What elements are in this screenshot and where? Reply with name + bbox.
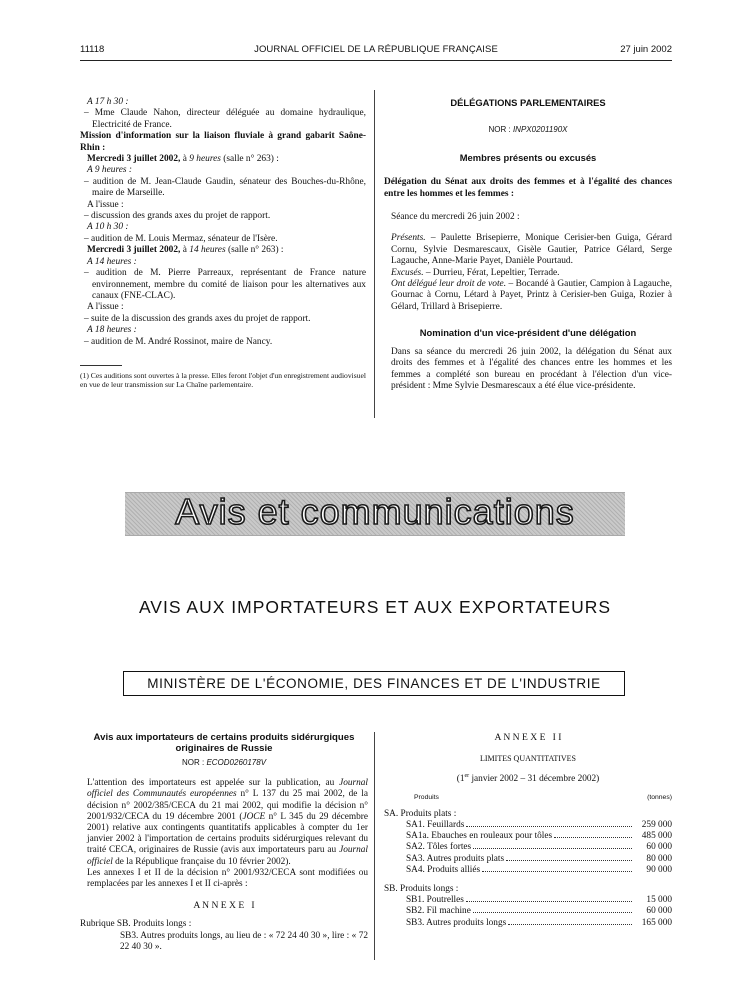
ministry-title: MINISTÈRE DE L'ÉCONOMIE, DES FINANCES ET DE L'INDUSTRIE	[123, 671, 625, 696]
product-name: SA1. Feuillards	[406, 820, 465, 831]
product-group-label: SA. Produits plats :	[384, 808, 457, 819]
header-rule	[80, 60, 672, 61]
excuses-list: Excusés. – Durrieu, Férat, Lepeltier, Terrade.	[391, 267, 560, 278]
time-label: A 14 heures :	[87, 256, 137, 267]
nor-reference: NOR : INPX0201190X	[488, 125, 568, 135]
journal-title: JOURNAL OFFICIEL DE LA RÉPUBLIQUE FRANÇAISE	[254, 44, 498, 55]
right-column-top	[384, 97, 672, 392]
delegation-title: Délégation du Sénat aux droits des femmes et à l'égalité des chances entre les hommes et les femmes :	[384, 177, 672, 199]
leader-dots	[482, 871, 632, 872]
sb3-amendment: SB3. Autres produits longs, au lieu de : « 72 24 40 30 », lire : « 72 22 40 30 ».	[120, 930, 368, 952]
page-header	[80, 44, 672, 60]
left-column-top	[80, 97, 366, 348]
agenda-item: – audition de M. Jean-Claude Gaudin, sénateur des Bouches-du-Rhône, maire de Marseille.	[84, 176, 366, 199]
agenda-item: – audition de M. Pierre Parreaux, représentant de France nature environnement, membre du comité de liaison pour les alternatives aux canaux (FNE-CLAC).	[84, 268, 366, 301]
annexe-title: A N N E X E I I	[494, 732, 562, 743]
limits-period: (1er janvier 2002 – 31 décembre 2002)	[456, 773, 600, 785]
product-name: SA1a. Ebauches en rouleaux pour tôles	[406, 831, 553, 842]
session-date: Mercredi 3 juillet 2002, à 9 heures (salle n° 263) :	[87, 154, 279, 165]
product-name: SB1. Poutrelles	[406, 895, 464, 906]
nomination-title: Nomination d'un vice-président d'une délégation	[419, 327, 637, 339]
nor-reference: NOR : ECOD0260178V	[181, 758, 267, 767]
limits-title: LIMITES QUANTITATIVES	[479, 754, 576, 764]
mission-title: Mission d'information sur la liaison fluviale à grand gabarit Saône-Rhin :	[80, 131, 366, 153]
notice-title: Avis aux importateurs de certains produits sidérurgiques originaires de Russie	[93, 732, 355, 754]
leader-dots	[466, 901, 632, 902]
table-row	[384, 820, 672, 831]
time-label: A 17 h 30 :	[87, 97, 129, 107]
footnote: (1) Ces auditions sont ouvertes à la presse. Elles feront l'objet d'un enregistrement audiovisuel en vue de leur transmission sur La Chaîne parlementaire.	[80, 371, 366, 390]
avis-title: AVIS AUX IMPORTATEURS ET AUX EXPORTATEURS	[138, 597, 612, 617]
table-row	[384, 865, 672, 876]
notice-paragraph: Les annexes I et II de la décision n° 2001/932/CECA sont modifiées ou remplacées par les annexes I et II ci-après :	[87, 867, 368, 890]
nomination-text: Dans sa séance du mercredi 26 juin 2002, la délégation du Sénat aux droits des femmes et à l'égalité des chances entre les hommes et les femmes a complété son bureau en procédant à l'élection d'un vice-président : Mme Sylvie Desmarescaux a été élue vice-présidente.	[391, 346, 672, 391]
agenda-item: – suite de la discussion des grands axes du projet de rapport.	[84, 313, 311, 324]
notice-paragraph: L'attention des importateurs est appelée sur la publication, au Journal officiel des Communautés européennes n° L 137 du 25 mai 2002, de la décision n° 2002/385/CECA du 21 mai 2002, qui modifie la décision n° 2001/932/CECA du 19 décembre 2001 (JOCE n° L 345 du 29 décembre 2001) relative aux contingents quantitatifs applicables à compter du 1er janvier 2002 à l'importation de certains produits sidérurgiques relevant du traité CECA, originaires de Russie (avis aux importateurs paru au Journal officiel de la République française du 10 février 2002).	[87, 778, 368, 867]
quota-value: 485 000	[641, 831, 672, 842]
rubrique-label: Rubrique SB. Produits longs :	[80, 919, 192, 930]
quota-value: 90 000	[646, 864, 672, 875]
agenda-item: – audition de M. André Rossinot, maire de Nancy.	[84, 336, 273, 347]
leader-dots	[508, 924, 632, 925]
leader-dots	[473, 912, 632, 913]
product-name: SA3. Autres produits plats	[406, 853, 505, 864]
column-divider	[374, 90, 375, 418]
product-name: SA4. Produits alliés	[406, 864, 481, 875]
session-date: Mercredi 3 juillet 2002, à 14 heures (salle n° 263) :	[87, 245, 284, 256]
table-row	[384, 831, 672, 842]
leader-dots	[473, 848, 632, 849]
product-name: SA2. Tôles fortes	[406, 842, 472, 853]
page-number: 11118	[80, 44, 105, 55]
table-header	[384, 792, 672, 803]
table-row	[384, 895, 672, 906]
annexe-title: A N N E X E I	[193, 900, 255, 912]
column-divider	[374, 732, 375, 960]
members-title: Membres présents ou excusés	[459, 151, 597, 163]
time-label: A 18 heures :	[87, 325, 137, 336]
banner-title: Avis et communications	[175, 491, 575, 532]
col-products: Produits	[414, 793, 439, 801]
product-name: SB2. Fil machine	[406, 906, 471, 917]
section-title: DÉLÉGATIONS PARLEMENTAIRES	[450, 97, 606, 108]
table-row	[384, 854, 672, 865]
right-column-bottom	[384, 732, 672, 929]
quota-value: 60 000	[646, 906, 672, 917]
product-group-label: SB. Produits longs :	[384, 884, 459, 895]
quota-value: 15 000	[646, 895, 672, 906]
agenda-item: – audition de M. Louis Mermaz, sénateur de l'Isère.	[84, 233, 278, 244]
time-label: A 9 heures :	[87, 165, 133, 176]
table-row	[384, 918, 672, 929]
leader-dots	[554, 837, 632, 838]
left-column-bottom	[80, 732, 368, 953]
quota-value: 80 000	[646, 853, 672, 864]
table-row	[384, 842, 672, 853]
presents-list: Présents. – Paulette Brisepierre, Monique Cerisier-ben Guiga, Gérard Cornu, Sylvie Desmarescaux, Gisèle Gautier, Patrice Gélard, Serge Lagauche, Anne-Marie Payet, Danièle Pourtaud.	[391, 233, 672, 267]
agenda-item: – discussion des grands axes du projet de rapport.	[84, 211, 271, 222]
col-unit: (tonnes)	[647, 793, 672, 801]
leader-dots	[506, 860, 632, 861]
quota-table	[384, 809, 672, 929]
quota-value: 259 000	[641, 820, 672, 831]
agenda-item: – Mme Claude Nahon, directeur déléguée au domaine hydraulique, Electricité de France.	[84, 108, 366, 130]
vote-delegations: Ont délégué leur droit de vote. – Bocandé à Gautier, Campion à Lagauche, Gournac à Cornu, Létard à Payet, Printz à Cerisier-ben Guiga, Rozier à Gélard, Trillard à Brisepierre.	[391, 279, 673, 312]
time-label: A 10 h 30 :	[87, 222, 129, 233]
leader-dots	[466, 826, 632, 827]
quota-value: 165 000	[641, 917, 672, 928]
product-name: SB3. Autres produits longs	[406, 917, 507, 928]
time-label: A l'issue :	[87, 199, 124, 210]
time-label: A l'issue :	[87, 302, 124, 313]
table-row	[384, 906, 672, 917]
footnote-rule	[80, 365, 122, 366]
seance-date: Séance du mercredi 26 juin 2002 :	[391, 212, 520, 223]
issue-date: 27 juin 2002	[620, 44, 672, 55]
quota-value: 60 000	[646, 842, 672, 853]
